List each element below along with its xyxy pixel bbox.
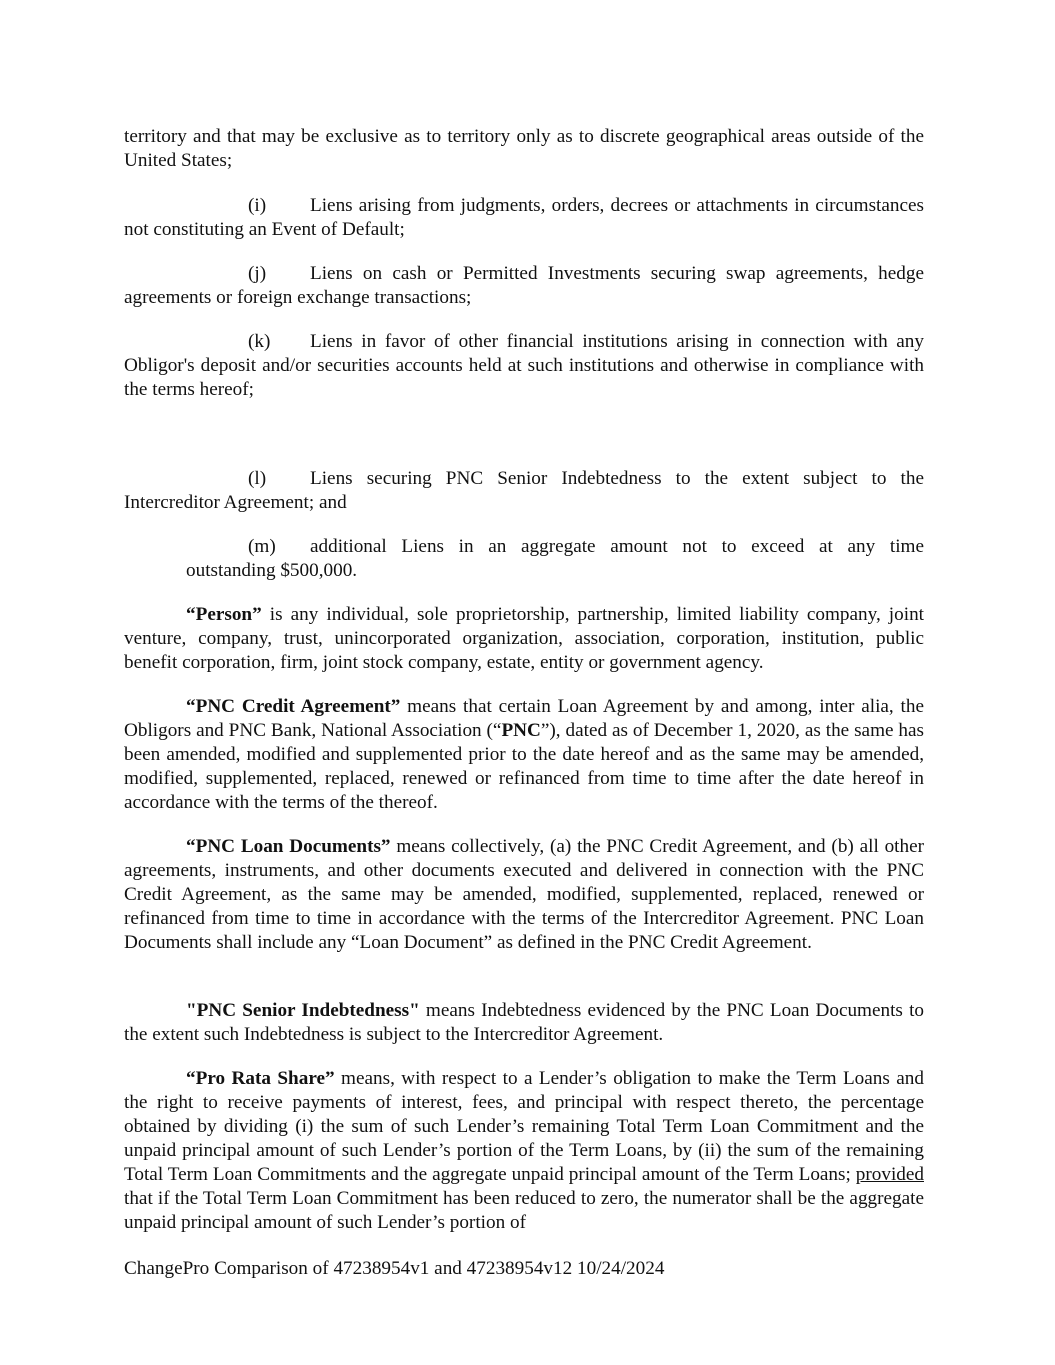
continuation-text: territory and that may be exclusive as to territory only as to discrete geographical areas outside of the United States; <box>124 126 924 171</box>
lien-item-i <box>124 194 924 242</box>
definition-text: means that certain Loan Agreement by and among, inter alia, the Obligors and PNC Bank, National Association (“ <box>124 696 924 741</box>
lien-text: Liens securing PNC Senior Indebtedness to the extent subject to the Intercreditor Agreement; and <box>124 468 924 513</box>
lien-number: (l) <box>248 468 267 489</box>
footer-text: ChangePro Comparison of 47238954v1 and 47238954v12 10/24/2024 <box>124 1258 665 1279</box>
lien-number: (i) <box>248 195 267 216</box>
lien-text: additional Liens in an aggregate amount not to exceed at any time <box>310 536 924 557</box>
definition-text: means, with respect to a Lender’s obligation to make the Term Loans and the right to receive payments of interest, fees, and principal with respect thereto, the percentage obtained by dividing (i) the sum of such Lender’s remaining Total Term Loan Commitment and the unpaid principal amount of such Lender’s portion of the Term Loans, by (ii) the sum of the remaining Total Term Loan Commitments and the aggregate unpaid principal amount of the Term Loans; <box>124 1068 924 1185</box>
definition-person <box>124 603 924 675</box>
definition-text-continued: that if the Total Term Loan Commitment has been reduced to zero, the numerator shall be the aggregate unpaid principal amount of such Lender’s portion of <box>124 1188 924 1233</box>
page-footer <box>124 1257 664 1281</box>
defined-term: “Person” <box>186 604 262 625</box>
defined-term: “Pro Rata Share” <box>186 1068 335 1089</box>
lien-item-k <box>124 330 924 402</box>
lien-number: (m) <box>248 536 276 557</box>
lien-number: (j) <box>248 263 267 284</box>
definition-pnc-senior-indebtedness <box>124 999 924 1047</box>
definition-pnc-loan-documents <box>124 835 924 955</box>
lien-text: Liens on cash or Permitted Investments securing swap agreements, hedge agreements or foreign exchange transactions; <box>124 263 924 308</box>
defined-term: “PNC Credit Agreement” <box>186 696 401 717</box>
lien-item-l <box>124 467 924 515</box>
lien-number: (k) <box>248 331 271 352</box>
lien-text: Liens arising from judgments, orders, decrees or attachments in circumstances not constituting an Event of Default; <box>124 195 924 240</box>
definition-text: is any individual, sole proprietorship, partnership, limited liability company, joint venture, company, trust, unincorporated organization, association, corporation, institution, public benefit corporation, firm, joint stock company, estate, entity or government agency. <box>124 604 924 673</box>
provided-term: provided <box>855 1164 924 1185</box>
lien-text-continued: outstanding $500,000. <box>186 560 358 581</box>
definition-text-continued: ”), dated as of December 1, 2020, as the same has been amended, modified and supplemented prior to the date hereof and as the same may be amended, modified, supplemented, replaced, renewed or refinanced from time to time after the date hereof in accordance with the terms of the thereof. <box>124 720 925 813</box>
definition-pnc-credit-agreement <box>124 695 924 815</box>
lien-item-m <box>186 535 924 583</box>
continuation-paragraph <box>124 125 924 173</box>
lien-item-j <box>124 262 924 310</box>
defined-term: "PNC Senior Indebtedness" <box>186 1000 420 1021</box>
lien-item-m-line1 <box>186 535 924 559</box>
defined-abbreviation: PNC <box>501 720 541 741</box>
definition-text: means collectively, (a) the PNC Credit Agreement, and (b) all other agreements, instruments, and other documents executed and delivered in connection with the PNC Credit Agreement, as the same may be amended, modified, supplemented, replaced, renewed or refinanced from time to time in accordance with the terms of the Intercreditor Agreement. PNC Loan Documents shall include any “Loan Document” as defined in the PNC Credit Agreement. <box>124 836 924 953</box>
definition-pro-rata-share <box>124 1067 924 1235</box>
lien-text: Liens in favor of other financial institutions arising in connection with any Obligor's deposit and/or securities accounts held at such institutions and otherwise in compliance with the terms hereof; <box>124 331 924 400</box>
defined-term: “PNC Loan Documents” <box>186 836 391 857</box>
definition-text: means Indebtedness evidenced by the PNC Loan Documents to the extent such Indebtedness is subject to the Intercreditor Agreement. <box>124 1000 924 1045</box>
